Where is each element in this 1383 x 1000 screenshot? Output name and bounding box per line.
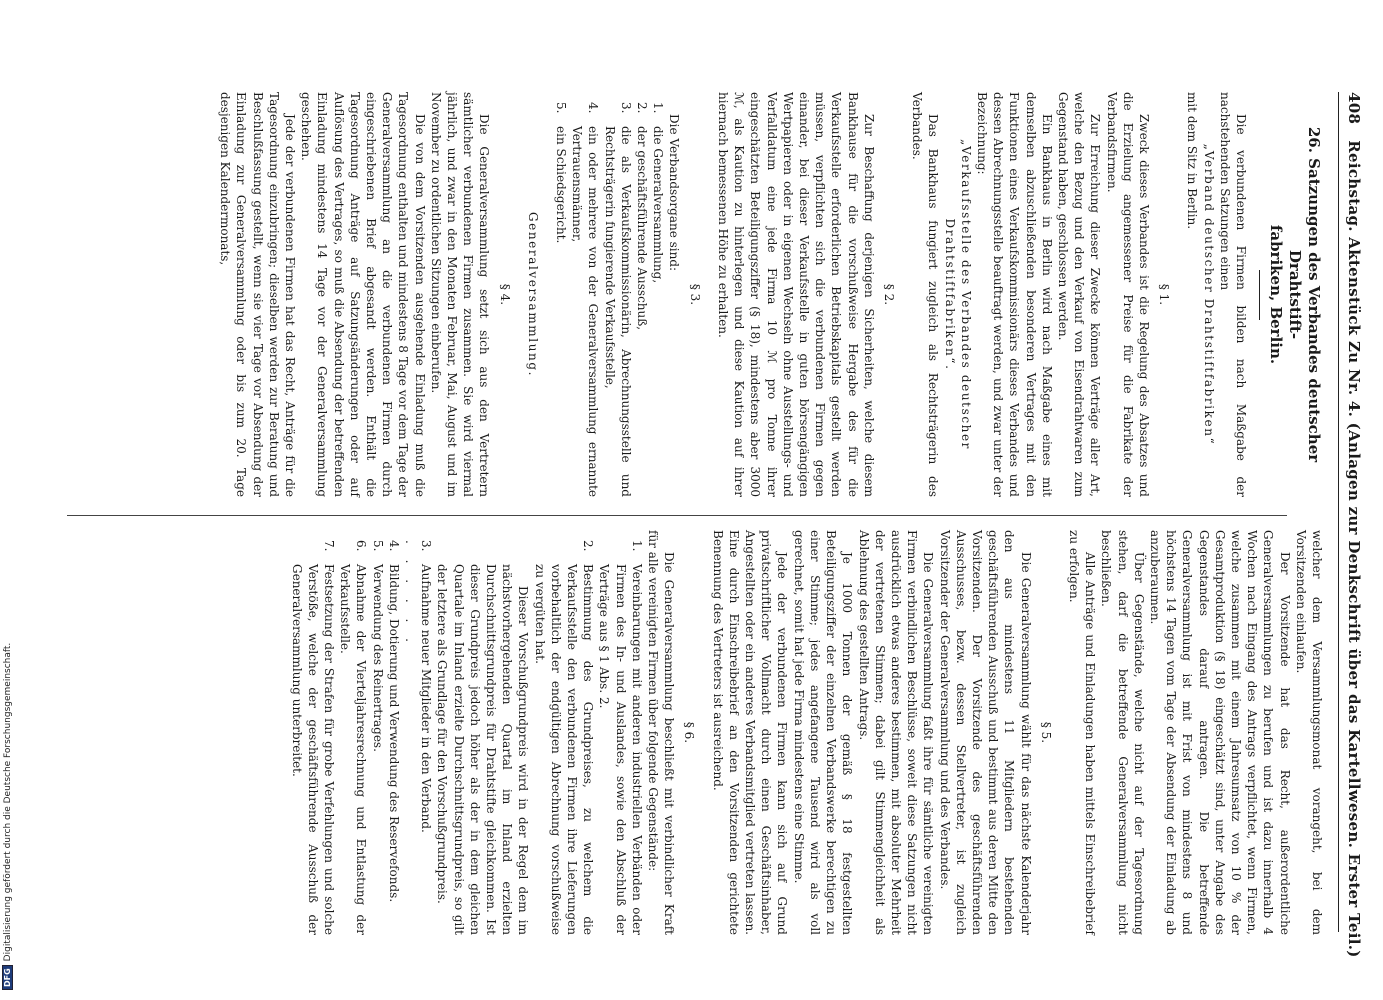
list-number: 6. — [354, 540, 369, 552]
section-4-heading: § 4. — [497, 283, 512, 306]
list-text: der geschäftsführende Ausschuß, — [635, 126, 650, 331]
page-number: 408 — [1345, 92, 1363, 125]
list-number: 5. — [370, 540, 385, 552]
list-number: 2. — [581, 540, 596, 552]
section-1-paragraph: Zur Erreichung dieser Zwecke können Verträge aller Art, welche den Bezug und den Verkauf von Eisendrahtwaren zum Gegenstand haben, geschlossen werden. — [1055, 92, 1103, 497]
list-number: 5. — [554, 102, 569, 114]
list-number: 3. — [419, 540, 434, 552]
section-5-paragraph: Je 1000 Tonnen der gemäß § 18 festgestellten Beteiligungsziffer der einzelnen Verbandswerke berechtigen zu einer Stimme; jedes angefangene Tausend wird als voll gerechnet, somit hat jede Firma mindestens eine Stimme. — [791, 530, 855, 935]
verband-name: „Verband deutscher Drahtstiftfabriken“ — [1201, 143, 1216, 446]
section-6-intro: Die Generalversammlung beschließt mit verbindlicher Kraft für alle vereinigten Firmen über folgende Gegenstände: — [646, 530, 677, 935]
title-line-2: fabriken, Berlin. — [1267, 224, 1285, 365]
section-3-intro: Die Verbandsorgane sind: — [667, 114, 682, 272]
list-number: 4. — [586, 102, 601, 114]
list-number: 2. — [635, 102, 650, 114]
right-column — [288, 530, 1325, 935]
list-item — [553, 92, 569, 497]
list-text: Verwendung des Reinertrages. — [370, 564, 385, 752]
running-header — [1338, 92, 1363, 958]
list-item — [288, 530, 337, 935]
section-1-paragraph: Zweck dieses Verbandes ist die Regelung des Absatzes und die Erzielung angemessener Preise für die Fabrikate der Verbandsfirmen. — [1104, 92, 1151, 497]
list-item — [601, 92, 633, 497]
section-5-heading: § 5. — [1038, 721, 1053, 744]
list-item — [434, 530, 531, 935]
list-text: Abnahme der Vierteljahresrechnung und Entlastung der Verkaufsstelle. — [338, 564, 369, 935]
list-text: Festsetzung der Strafen für grobe Verfehlungen und solche Verstöße, welche der geschäftsführende Ausschuß der Generalversammlung unterbreitet. — [289, 564, 337, 935]
section-1-paragraph: Ein Bankhaus in Berlin wird nach Maßgabe eines mit demselben abzuschließenden besonderen Vertrages mit den Funktionen eines Verkaufskommissionärs dieses Verbandes und dessen Abrechnungsstelle beauftragt werden, und zwar unter der Bezeichnung: — [974, 92, 1054, 497]
list-item — [369, 530, 385, 935]
running-title: Reichstag. Aktenstück Zu Nr. 4. (Anlagen zur Denkschrift über das Kartellwesen. Erster Teil.) — [1345, 140, 1363, 958]
column-divider — [67, 515, 1287, 516]
section-5-paragraph: Die Generalversammlung faßt ihre für sämtliche vereinigten Firmen verbindlichen Beschlüsse, soweit diese Satzungen nicht ausdrücklich etwas anderes bestimmen, mit absoluter Mehrheit der vertretenen Stimmen; dabei gilt Stimmengleichheit als Ablehnung des gestellten Antrags. — [856, 530, 936, 935]
list-number: 3. — [618, 102, 633, 114]
section-5-paragraph: Die Generalversammlung wählt für das nächste Kalenderjahr den aus mindestens 11 Mitgliedern bestehenden geschäftsführenden Ausschuß und bestimmt aus deren Mitte den Vorsitzenden. Der Vorsitzende des geschäftsführenden Ausschusses, bezw. dessen Stellvertreter, ist zugleich Vorsitzender der Generalversammlung und des Verbandes. — [937, 530, 1033, 935]
list-item — [634, 92, 650, 497]
section-2-paragraph: Zur Beschaffung derjenigen Sicherheiten, welche diesem Bankhause für die vorschußweise Hergabe des für die Verkaufsstelle erforderlichen Betriebskapitals gestellt werden müssen, verpflichten sich die verbundenen Firmen gegen einander, bei dieser Verkaufsstelle in guten börsengängigen Wertpapieren oder in eigenen Wechseln ohne Ausstellungs- und Verfalldatum eine jede Firma 10 ℳ pro Tonne ihrer eingeschätzten Beteiligungsziffer (§ 18), mindestens aber 3000 ℳ, als Kaution zu hinterlegen und diese Kaution auf ihrer hiernach bemessenen Höhe zu erhalten. — [715, 92, 876, 497]
section-4-paragraph: Die Generalversammlung setzt sich aus den Vertretern sämtlicher verbundenen Firmen zusammen. Sie wird viermal jährlich, und zwar in den Monaten Februar, Mai, August und im November zu ordentlichen Sitzungen einberufen. — [428, 92, 492, 497]
list-item — [386, 530, 402, 935]
dfg-logo: DFG — [2, 965, 13, 990]
section-2-heading: § 2. — [881, 283, 896, 306]
verkaufsstelle-name: „Verkaufsstelle des Verbandes deutscher Drahtstiftfabriken“. — [942, 138, 973, 451]
generalversammlung-heading: Generalversammlung. — [525, 211, 540, 378]
section-1-paragraph: Das Bankhaus fungiert zugleich als Rechtsträgerin des Verbandes. — [910, 92, 941, 497]
list-number — [434, 530, 531, 564]
intro-paragraph: Die verbundenen Firmen bilden nach Maßgabe der nachstehenden Satzungen einen — [1217, 92, 1248, 497]
list-text: Aufnahme neuer Mitglieder in den Verband. — [419, 564, 434, 833]
left-column — [217, 92, 1329, 497]
verband-seat: mit dem Sitz in Berlin. — [1185, 92, 1200, 230]
section-4-paragraph: Der Vorsitzende hat das Recht, außerordentliche Generalversammlungen zu berufen und ist dazu innerhalb 4 Wochen nach Eingang des Antrags verpflichtet, wenn Firmen, welche zusammen mit einem Jahresumsatz von 10 % der Gesamtproduktion (§ 18) eingeschätzt sind, unter Angabe des Gegenstandes darauf antragen. Die betreffende Generalversammlung ist mit Frist von mindestens 8 und höchstens 14 Tagen vom Tage der Absendung der Einladung ab anzuberaumen. — [1147, 530, 1292, 935]
list-text: Bildung, Dotierung und Verwendung des Reservefonds. — [386, 564, 401, 903]
list-text: Bestimmung des Grundpreises, zu welchem die Verkaufsstelle den verbundenen Firmen ihre Lieferungen vorbehaltlich der endgültigen Abrechnung vorschußweise zu vergüten hat. — [532, 564, 596, 935]
list-number: 7. — [322, 540, 337, 552]
credit-text: Digitalisierung gefördert durch die Deutsche Forschungsgemeinschaft. — [3, 642, 13, 962]
list-number: 1. — [651, 102, 666, 114]
section-3-heading: § 3. — [687, 283, 702, 306]
list-text: ein Schiedsgericht. — [554, 126, 569, 244]
list-text: Vereinbarungen mit anderen industriellen Verbänden oder Firmen des In- und Auslandes, sowie den Abschluß der Verträge aus § 1 Abs. 2. — [597, 564, 644, 935]
list-text: Dieser Vorschußgrundpreis wird in der Regel dem im nächstvorhergehenden Quartal im Inland erzielten Durchschnittsgrundpreis für Drahtstifte gleichkommen. Ist dieser Grundpreis jedoch höher als der in dem gleichen Quartale im Inland erzielte Durchschnittsgrundpreis, so gilt der letztere als Grundlage für den Vorschußgrundpreis. — [435, 564, 531, 935]
organ-list — [553, 92, 666, 497]
list-item — [337, 530, 369, 935]
section-4-paragraph: Die von dem Vorsitzenden ausgehende Einladung muß die Tagesordnung enthalten und mindestens 8 Tage vor dem Tage der Generalversammlung an die verbundenen Firmen durch eingeschriebenen Brief abgesandt werden. Enthält die Tagesordnung Anträge auf Satzungsänderungen oder auf Auflösung des Vertrages, so muß die Absendung der betreffenden Einladung mindestens 14 Tage vor der Generalversammlung geschehen. — [299, 92, 427, 497]
digitization-credit — [2, 643, 13, 990]
title-rule — [1259, 270, 1260, 320]
section-6-heading: § 6. — [682, 721, 697, 744]
list-text: ein oder mehrere von der Generalversammlung ernannte Vertrauensmänner, — [570, 126, 601, 497]
list-text: die Generalversammlung, — [651, 126, 666, 284]
section-4-paragraph: Alle Anträge und Einladungen haben mittels Einschreibebrief zu erfolgen. — [1066, 530, 1098, 935]
continued-paragraph: welcher dem Versammlungsmonat vorangeht, bei dem Vorsitzenden einlaufen. — [1293, 530, 1324, 935]
list-item — [569, 92, 601, 497]
list-item — [402, 530, 418, 935]
list-item — [531, 530, 596, 935]
ellipsis-dots: . . . . . . — [403, 540, 418, 648]
section-1-heading: § 1. — [1157, 283, 1172, 306]
section-4-paragraph: Jede der verbundenen Firmen hat das Recht, Anträge für die Tagesordnung einzubringen; dieselben werden zur Beratung und Beschlußfassung gestellt, wenn sie vier Tage vor Absendung der Einladung zur Generalversammlung oder bis zum 20. Tage desjenigen Kalendermonats, — [218, 92, 298, 497]
section-4-paragraph: Über Gegenstände, welche nicht auf der Tagesordnung stehen, darf die betreffende Generalversammlung nicht beschließen. — [1099, 530, 1146, 935]
list-item — [596, 530, 645, 935]
list-item — [418, 530, 434, 935]
subjects-list — [288, 530, 644, 935]
list-text: die als Verkaufskommissionärin, Abrechnungsstelle und Rechtsträgerin fungierende Verkaufsstelle, — [602, 126, 633, 497]
list-number: 4. — [386, 540, 401, 552]
list-number: 1. — [629, 540, 644, 552]
title-line-1: 26. Satzungen des Verbandes deutscher Drahtstift- — [1286, 126, 1323, 463]
section-5-paragraph: Jede der verbundenen Firmen kann sich auf Grund privatschriftlicher Vollmacht durch einen Geschäftsinhaber, Angestellten oder ein anderes Verbandsmitglied vertreten lassen. Eine durch Einschreibebrief an den Vorsitzenden gerichtete Benennung des Vertreters ist ausreichend. — [710, 530, 790, 935]
list-item — [650, 92, 666, 497]
document-title — [1266, 92, 1323, 497]
